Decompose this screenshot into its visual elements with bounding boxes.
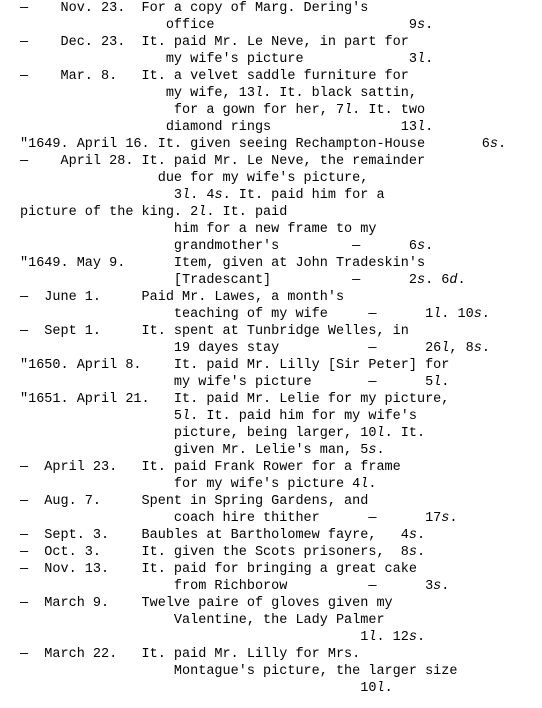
currency-unit: s: [441, 511, 450, 526]
entry-line: [20, 510, 540, 527]
entry-line: [20, 425, 540, 442]
entry-text: — March 22. It. paid Mr. Lilly for Mrs.: [20, 647, 361, 662]
currency-unit: s: [408, 545, 417, 560]
entry-line: [20, 595, 540, 612]
entry-text: .: [425, 239, 434, 254]
entry-line: [20, 170, 540, 187]
currency-unit: s: [473, 341, 482, 356]
entry-text: Valentine, the Lady Palmer: [20, 613, 385, 628]
currency-unit: s: [416, 18, 426, 33]
entry-text: .: [368, 477, 377, 492]
currency-unit: l: [182, 188, 191, 203]
currency-unit: s: [473, 307, 482, 322]
entry-text: .: [441, 579, 450, 594]
entry-line: [20, 136, 540, 153]
entry-text: [Tradescant] — 2: [20, 273, 417, 288]
entry-text: — Sept 1. It. spent at Tunbridge Welles, in: [20, 324, 409, 339]
entry-line: [20, 34, 540, 51]
entry-line: [20, 561, 540, 578]
entry-text: 1: [20, 630, 369, 645]
entry-text: "1649. April 16. It. given seeing Rechampton-House 6: [20, 137, 490, 152]
account-book-page: [20, 0, 540, 697]
currency-unit: d: [449, 273, 458, 288]
entry-line: [20, 221, 540, 238]
entry-text: from Richborow — 3: [20, 579, 434, 594]
entry-line: [20, 459, 540, 476]
entry-text: . 6: [425, 273, 450, 288]
entry-text: coach hire thither — 17: [20, 511, 442, 526]
entry-text: 19 dayes stay — 26: [20, 341, 442, 356]
currency-unit: l: [360, 477, 369, 492]
currency-unit: s: [408, 630, 417, 645]
entry-text: .: [376, 443, 385, 458]
entry-text: .: [457, 273, 466, 288]
entry-text: — March 9. Twelve paire of gloves given my: [20, 596, 393, 611]
currency-unit: l: [433, 307, 442, 322]
entry-text: due for my wife's picture,: [20, 171, 369, 186]
entry-line: [20, 85, 540, 102]
entry-line: [20, 204, 540, 221]
entry-text: my wife, 13: [20, 86, 255, 101]
currency-unit: l: [198, 205, 207, 220]
entry-text: for a gown for her, 7: [20, 103, 345, 118]
entry-line: [20, 646, 540, 663]
entry-text: .: [481, 307, 490, 322]
entry-line: [20, 680, 540, 697]
entry-line: [20, 17, 540, 34]
entry-text: picture of the king. 2: [20, 205, 199, 220]
entry-text: .: [425, 18, 434, 33]
entry-text: .: [416, 630, 426, 645]
entry-text: . 12: [376, 630, 409, 645]
entry-text: . It. paid him for a: [222, 188, 385, 203]
entry-text: diamond rings 13: [20, 120, 417, 135]
entry-text: — Dec. 23. It. paid Mr. Le Neve, in part for: [20, 35, 409, 50]
currency-unit: s: [416, 239, 426, 254]
entry-text: — Nov. 13. It. paid for bringing a great cake: [20, 562, 417, 577]
entry-text: given Mr. Lelie's man, 5: [20, 443, 369, 458]
entry-line: [20, 476, 540, 493]
currency-unit: l: [416, 120, 426, 135]
entry-text: .: [425, 52, 434, 67]
entry-text: 3: [20, 188, 183, 203]
entry-line: [20, 289, 540, 306]
entry-text: . It. paid: [206, 205, 288, 220]
currency-unit: l: [416, 52, 426, 67]
entry-text: .: [416, 528, 426, 543]
currency-unit: l: [441, 341, 450, 356]
entry-line: [20, 153, 540, 170]
entry-line: [20, 51, 540, 68]
entry-text: . It.: [384, 426, 426, 441]
entry-text: picture, being larger, 10: [20, 426, 377, 441]
entry-text: — Nov. 23. For a copy of Marg. Dering's: [20, 1, 369, 16]
entry-line: [20, 544, 540, 561]
entry-line: [20, 119, 540, 136]
entry-text: — Oct. 3. It. given the Scots prisoners, 8: [20, 545, 409, 560]
entry-text: "1651. April 21. It. paid Mr. Lelie for my picture,: [20, 392, 450, 407]
entry-text: . It. two: [352, 103, 426, 118]
entry-text: .: [441, 375, 450, 390]
entry-text: my wife's picture — 5: [20, 375, 434, 390]
entry-line: [20, 102, 540, 119]
entry-text: . 4: [190, 188, 215, 203]
entry-line: [20, 493, 540, 510]
entry-text: my wife's picture 3: [20, 52, 417, 67]
entry-text: teaching of my wife — 1: [20, 307, 434, 322]
currency-unit: l: [182, 409, 191, 424]
entry-text: him for a new frame to my: [20, 222, 377, 237]
entry-text: 10: [20, 681, 377, 696]
entry-text: — Sept. 3. Baubles at Bartholomew fayre, 4: [20, 528, 409, 543]
entry-text: office 9: [20, 18, 417, 33]
entry-text: — Mar. 8. It. a velvet saddle furniture for: [20, 69, 409, 84]
currency-unit: l: [344, 103, 353, 118]
entry-text: , 8: [449, 341, 474, 356]
entry-line: [20, 306, 540, 323]
entry-line: [20, 340, 540, 357]
entry-text: .: [416, 545, 426, 560]
entry-line: [20, 578, 540, 595]
entry-line: [20, 612, 540, 629]
entry-line: [20, 255, 540, 272]
currency-unit: l: [376, 426, 385, 441]
currency-unit: l: [254, 86, 264, 101]
entry-line: [20, 68, 540, 85]
currency-unit: l: [376, 681, 385, 696]
currency-unit: s: [416, 273, 426, 288]
entry-text: .: [425, 120, 434, 135]
entry-text: . 10: [441, 307, 474, 322]
entry-line: [20, 629, 540, 646]
entry-text: .: [498, 137, 507, 152]
entry-line: [20, 238, 540, 255]
entry-line: [20, 357, 540, 374]
entry-line: [20, 187, 540, 204]
currency-unit: s: [214, 188, 223, 203]
entry-line: [20, 374, 540, 391]
entry-line: [20, 527, 540, 544]
entry-text: . It. black sattin,: [263, 86, 417, 101]
entry-text: "1650. April 8. It. paid Mr. Lilly [Sir Peter] for: [20, 358, 450, 373]
entry-text: — June 1. Paid Mr. Lawes, a month's: [20, 290, 345, 305]
entry-text: .: [481, 341, 490, 356]
entry-line: [20, 323, 540, 340]
entry-text: "1649. May 9. Item, given at John Tradeskin's: [20, 256, 426, 271]
entry-text: grandmother's — 6: [20, 239, 417, 254]
entry-line: [20, 0, 540, 17]
entry-line: [20, 442, 540, 459]
entry-text: .: [384, 681, 393, 696]
currency-unit: s: [433, 579, 442, 594]
entry-text: .: [449, 511, 458, 526]
entry-line: [20, 391, 540, 408]
entry-text: — April 23. It. paid Frank Rower for a frame: [20, 460, 401, 475]
entry-text: Montague's picture, the larger size: [20, 664, 458, 679]
entry-line: [20, 663, 540, 680]
entry-text: 5: [20, 409, 183, 424]
entry-text: for my wife's picture 4: [20, 477, 361, 492]
currency-unit: s: [408, 528, 417, 543]
currency-unit: s: [489, 137, 498, 152]
entry-text: — April 28. It. paid Mr. Le Neve, the remainder: [20, 154, 426, 169]
entry-line: [20, 408, 540, 425]
entry-text: — Aug. 7. Spent in Spring Gardens, and: [20, 494, 369, 509]
currency-unit: l: [433, 375, 442, 390]
currency-unit: s: [368, 443, 377, 458]
entry-line: [20, 272, 540, 289]
currency-unit: l: [368, 630, 377, 645]
entry-text: . It. paid him for my wife's: [190, 409, 417, 424]
